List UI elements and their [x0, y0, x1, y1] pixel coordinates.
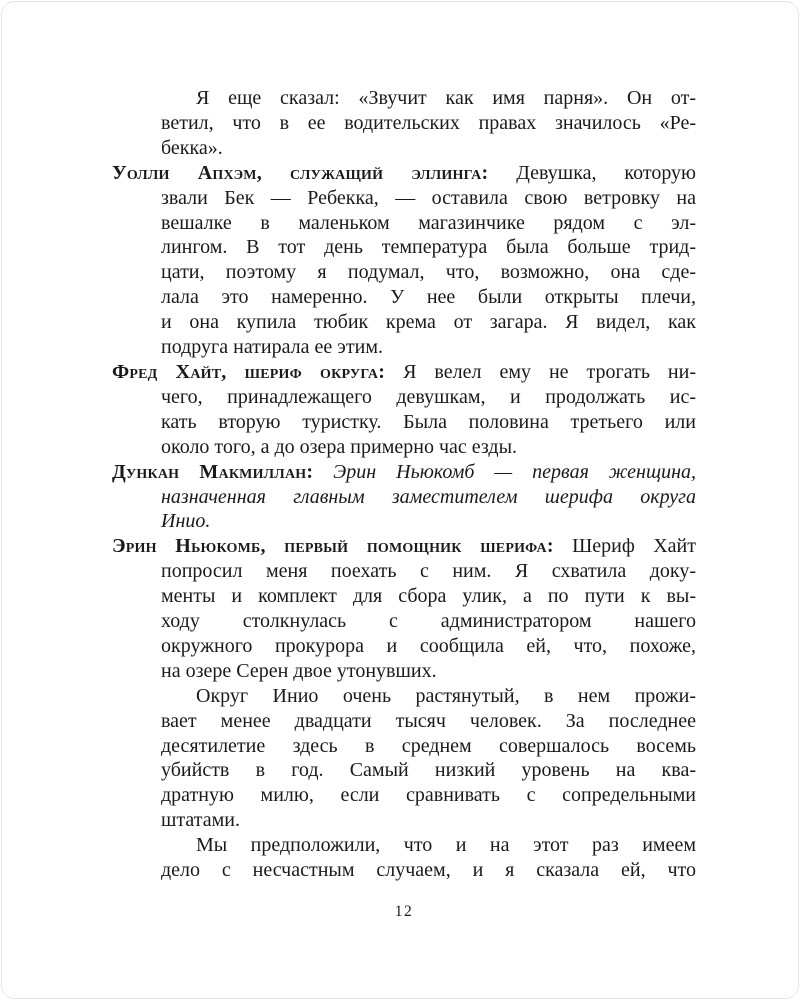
text-line — [112, 534, 696, 559]
text-line: цати, поэтому я подумал, что, возможно, она сде- — [161, 261, 696, 284]
text-line: Округ Инио очень растянутый, в нем прожи- — [196, 684, 696, 707]
speaker-line-text: Эрин Ньюкомб — первая женщина, — [333, 460, 696, 483]
text-line: ходу столкнулась с администратором нашего — [161, 610, 696, 633]
text-line: ветил, что в ее водительских правах значилось «Ре- — [161, 111, 696, 134]
text-line: окружного прокурора и сообщила ей, что, похоже, — [161, 634, 696, 657]
text-line: попросил меня поехать с ним. Я схватила доку- — [161, 560, 696, 583]
paragraph — [112, 684, 696, 833]
text-line: дело с несчастным случаем, и я сказала ей, что — [161, 859, 696, 882]
text-line: кать вторую туристку. Была половина третьего или — [161, 410, 696, 433]
text-line: вешалке в маленьком магазинчике рядом с эл- — [161, 211, 696, 234]
text-block — [112, 86, 696, 883]
speaker-name: Дункан Макмиллан: — [112, 460, 314, 483]
text-line: десятилетие здесь в среднем совершалось восемь — [161, 734, 696, 757]
speaker-name: Эрин Ньюкомб, первый помощник шерифа: — [112, 535, 554, 558]
text-line: чего, принадлежащего девушкам, и продолжать ис- — [161, 385, 696, 408]
speaker-line-text: Шериф Хайт — [572, 535, 696, 558]
speaker-name: Уолли Апхэм, служащий эллинга: — [112, 161, 489, 184]
text-line: убийств в год. Самый низкий уровень на ква- — [161, 759, 696, 782]
speaker-paragraph — [112, 161, 696, 360]
text-line — [112, 161, 696, 186]
text-line: бекка». — [161, 136, 223, 159]
speaker-paragraph — [112, 534, 696, 683]
text-line — [112, 360, 696, 385]
text-line: и она купила тюбик крема от загара. Я видел, как — [161, 311, 696, 334]
speaker-paragraph — [112, 460, 696, 535]
text-line: на озере Серен двое утонувших. — [161, 659, 437, 682]
text-line: назначенная главным заместителем шерифа округа — [161, 485, 696, 508]
speaker-name: Фред Хайт, шериф округа: — [112, 360, 386, 383]
paragraph — [112, 833, 696, 883]
speaker-line-text: Девушка, которую — [516, 161, 696, 184]
text-line: звали Бек — Ребекка, — оставила свою ветровку на — [161, 186, 696, 209]
text-line: вает менее двадцати тысяч человек. За последнее — [161, 709, 696, 732]
text-line: штатами. — [161, 809, 240, 832]
text-line: Инио. — [161, 510, 211, 533]
text-line: Я еще сказал: «Звучит как имя парня». Он от- — [196, 87, 696, 109]
text-line — [112, 460, 696, 485]
text-line: около того, а до озера примерно час езды. — [161, 435, 518, 458]
speaker-line-text: Я велел ему не трогать ни- — [403, 360, 696, 383]
page-number: 12 — [394, 903, 414, 920]
text-line: дратную милю, если сравнивать с сопредельными — [161, 784, 696, 807]
text-line: менты и комплект для сбора улик, а по пути к вы- — [161, 585, 696, 608]
text-line: подруга натирала ее этим. — [161, 336, 383, 359]
speaker-paragraph — [112, 360, 696, 460]
text-line: лала это намеренно. У нее были открыты плечи, — [161, 286, 696, 309]
text-line: лингом. В тот день температура была больше трид- — [161, 236, 696, 259]
text-line: Мы предположили, что и на этот раз имеем — [196, 834, 696, 857]
paragraph — [112, 86, 696, 161]
